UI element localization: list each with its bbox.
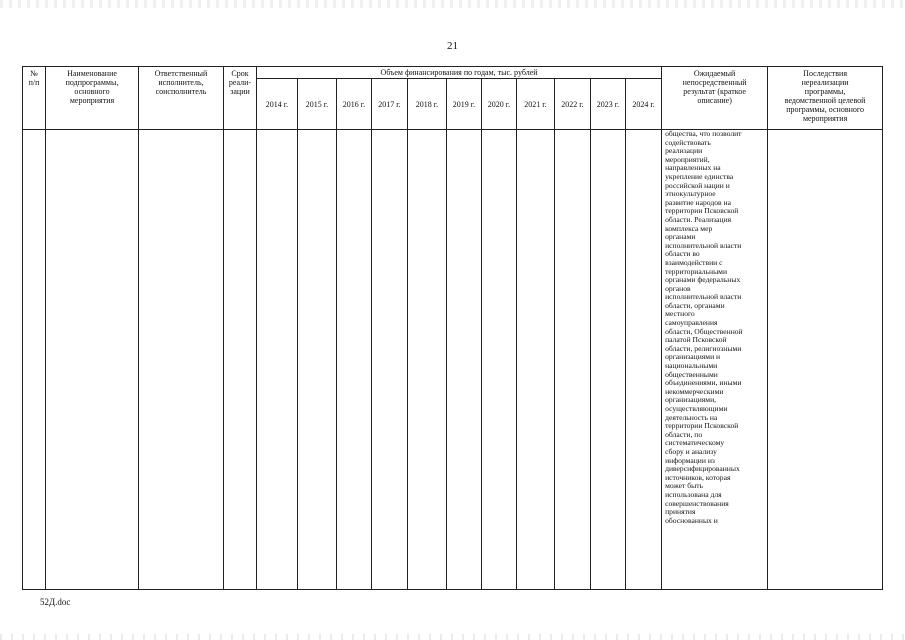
header-term: Срок реали- зации <box>224 67 257 130</box>
funding-table <box>22 66 883 590</box>
cell-consequences <box>768 130 883 590</box>
footer-filename: 52Д.doc <box>40 597 71 607</box>
cell-number <box>23 130 46 590</box>
cell-term <box>224 130 257 590</box>
cell-year <box>591 130 626 590</box>
header-funding: Объем финансирования по годам, тыс. рублей <box>257 67 662 79</box>
header-expected-result: Ожидаемый непосредственный результат (краткое описание) <box>662 67 768 130</box>
header-year: 2024 г. <box>626 79 662 130</box>
scan-noise-top <box>0 0 905 8</box>
cell-year <box>408 130 447 590</box>
header-year: 2021 г. <box>517 79 555 130</box>
cell-year <box>257 130 298 590</box>
header-year: 2016 г. <box>337 79 372 130</box>
header-responsible: Ответственный исполнитель, соисполнитель <box>139 67 224 130</box>
cell-year <box>517 130 555 590</box>
header-year: 2014 г. <box>257 79 298 130</box>
header-year: 2022 г. <box>555 79 591 130</box>
cell-expected-result: общества, что позволит содействовать реализации мероприятий, направленных на укрепление единства российской нации и этнокультурное развитие народов на территории Псковской области. Реализация комплекса мер органами исполнительной власти области во взаимодействии с территориальными органами федеральных органов исполнительной власти области, органами местного самоуправления области, Общественной палатой Псковской области, религиозными организациями и национальными общественными объединениями, иными некоммерческими организациями, осуществляющими деятельность на территории Псковской области, по систематическому сбору и анализу информации из диверсифицированных источников, которая может быть использована для совершенствования принятия обоснованных и <box>662 130 768 590</box>
header-year: 2017 г. <box>372 79 408 130</box>
header-name: Наименование подпрограммы, основного мероприятия <box>46 67 139 130</box>
cell-year <box>298 130 337 590</box>
cell-year <box>626 130 662 590</box>
header-year: 2020 г. <box>482 79 517 130</box>
page-number: 21 <box>447 40 458 52</box>
header-year: 2023 г. <box>591 79 626 130</box>
cell-year <box>337 130 372 590</box>
cell-year <box>482 130 517 590</box>
table-row <box>23 130 883 590</box>
header-year: 2019 г. <box>447 79 482 130</box>
header-number: № п/п <box>23 67 46 130</box>
scan-noise-bottom <box>0 634 905 640</box>
cell-year <box>555 130 591 590</box>
header-year: 2018 г. <box>408 79 447 130</box>
cell-year <box>447 130 482 590</box>
cell-name <box>46 130 139 590</box>
header-year: 2015 г. <box>298 79 337 130</box>
cell-responsible <box>139 130 224 590</box>
header-consequences: Последствия нереализации программы, ведомственной целевой программы, основного мероприятия <box>768 67 883 130</box>
cell-year <box>372 130 408 590</box>
